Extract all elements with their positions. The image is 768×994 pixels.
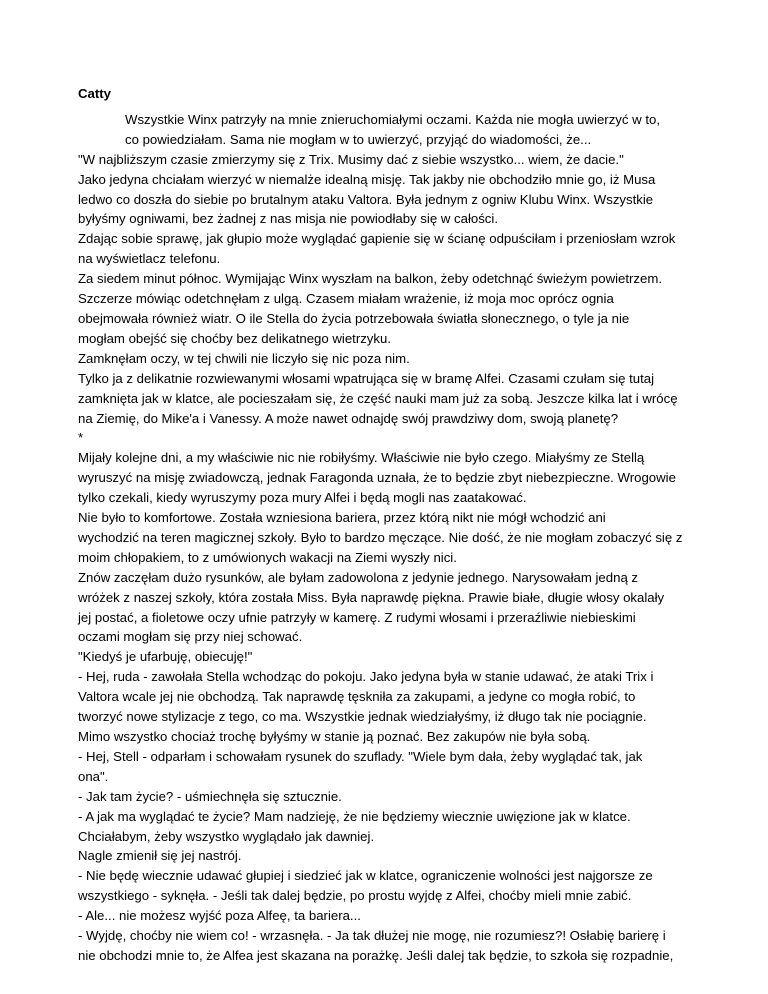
text-line: mogłam obejść się choćby bez delikatnego wietrzyku. — [78, 330, 391, 346]
paragraph — [78, 787, 690, 807]
text-line: Chciałabym, żeby wszystko wyglądało jak dawniej. — [78, 828, 375, 844]
text-line: Tylko ja z delikatnie rozwiewanymi włosami wpatrująca się w bramę Alfei. Czasami czułam się tutaj — [78, 370, 655, 386]
text-line: jej postać, a fioletowe oczy ufnie patrzyły w kamerę. Z rudymi włosami i przeraźliwie niebieskimi — [78, 609, 636, 625]
text-line: Mijały kolejne dni, a my właściwie nic nie robiłyśmy. Właściwie nie było czego. Miałyśmy ze Stellą — [78, 450, 645, 466]
text-line: na Ziemię, do Mike'a i Vanessy. A może nawet odnajdę swój prawdziwy dom, swoją planetę? — [78, 410, 619, 426]
text-line: Szczerze mówiąc odetchnęłam z ulgą. Czasem miałam wrażenie, iż moja moc oprócz ognia — [78, 291, 614, 307]
paragraph — [78, 448, 690, 508]
paragraph — [78, 229, 690, 269]
text-line: Wszystkie Winx patrzyły na mnie znieruchomiałymi oczami. Każda nie mogła uwierzyć w to, — [125, 111, 660, 127]
paragraph — [78, 428, 690, 448]
paragraph — [78, 926, 690, 966]
text-line: - Hej, Stell - odparłam i schowałam rysunek do szuflady. "Wiele bym dała, żeby wyglądać tak, jak — [78, 748, 643, 764]
text-line: * — [78, 430, 84, 446]
text-line: - Jak tam życie? - uśmiechnęła się sztucznie. — [78, 788, 342, 804]
text-line: - Ale... nie możesz wyjść poza Alfeę, ta bariera... — [78, 908, 361, 924]
text-line: tylko czekali, kiedy wyruszymy poza mury Alfei i będą mogli nas zaatakować. — [78, 490, 527, 506]
document-page — [78, 84, 690, 966]
text-line: na wyświetlacz telefonu. — [78, 251, 221, 267]
document-title: Catty — [78, 86, 111, 101]
text-line: wróżek z naszej szkoły, która została Miss. Była naprawdę piękna. Prawie białe, długie włosy okalały — [78, 589, 665, 605]
paragraph — [78, 667, 690, 747]
text-line: - Nie będę wiecznie udawać głupiej i siedzieć jak w klatce, ograniczenie wolności jest najgorsze ze — [78, 868, 653, 884]
text-line: Zamknęłam oczy, w tej chwili nie liczyło się nic poza nim. — [78, 350, 410, 366]
paragraph — [78, 747, 690, 787]
text-line: wszystkiego - syknęła. - Jeśli tak dalej będzie, po prostu wyjdę z Alfei, choćby mieli mnie zabić. — [78, 888, 632, 904]
document-body — [78, 110, 690, 966]
text-line: ledwo co doszła do siebie po brutalnym ataku Valtora. Była jednym z ogniw Klubu Winx. Wszystkie — [78, 191, 654, 207]
text-line: ona". — [78, 768, 109, 784]
text-line: Mimo wszystko chociaż trochę byłyśmy w stanie ją poznać. Bez zakupów nie była sobą. — [78, 729, 591, 744]
text-line: "Kiedyś je ufarbuję, obiecuję!" — [78, 649, 253, 665]
text-line: "W najbliższym czasie zmierzymy się z Trix. Musimy dać z siebie wszystko... wiem, że dacie." — [78, 151, 624, 167]
text-line: Valtora wcale jej nie obchodzą. Tak naprawdę tęskniła za zakupami, a jedyne co mogła robić, to — [78, 689, 636, 705]
paragraph — [78, 647, 690, 667]
text-line: wychodzić na teren magicznej szkoły. Było to bardzo męczące. Nie dość, że nie mogłam zobaczyć się z — [78, 529, 683, 545]
text-line: Za siedem minut północ. Wymijając Winx wyszłam na balkon, żeby odetchnąć świeżym powietrzem. — [78, 271, 663, 287]
text-line: oczami mogłam się przy niej schować. — [78, 629, 303, 645]
text-line: nie obchodzi mnie to, że Alfea jest skazana na porażkę. Jeśli dalej tak będzie, to szkoła się rozpadnie, — [78, 947, 674, 963]
text-line: wyruszyć na misję zwiadowczą, jednak Faragonda uznała, że to będzie zbyt niebezpieczne. Wrogowie — [78, 470, 676, 486]
paragraph — [78, 170, 690, 230]
paragraph — [78, 269, 690, 289]
paragraph — [78, 568, 690, 648]
text-line: moim chłopakiem, to z umówionych wakacji na Ziemi wyszły nici. — [78, 549, 457, 565]
text-line: Nie było to komfortowe. Została wzniesiona bariera, przez którą nikt nie mógł wchodzić ani — [78, 510, 606, 526]
text-line: Jako jedyna chciałam wierzyć w niemalże idealną misję. Tak jakby nie obchodziło mnie go, iż Musa — [78, 171, 656, 187]
text-line: - A jak ma wyglądać te życie? Mam nadzieję, że nie będziemy wiecznie uwięzione jak w klatce. — [78, 808, 631, 824]
text-line: - Hej, ruda - zawołała Stella wchodząc do pokoju. Jako jedyna była w stanie udawać, że ataki Trix i — [78, 669, 654, 685]
paragraph — [78, 150, 690, 170]
paragraph — [78, 110, 690, 150]
text-line: Zdając sobie sprawę, jak głupio może wyglądać gapienie się w ścianę odpuściłam i przeniosłam wzrok — [78, 231, 676, 247]
text-line: obejmowała również wiatr. O ile Stella do życia potrzebowała światła słonecznego, o tyle ja nie — [78, 310, 630, 326]
paragraph — [78, 508, 690, 568]
paragraph — [78, 289, 690, 349]
paragraph — [78, 349, 690, 369]
text-line: - Wyjdę, choćby nie wiem co! - wrzasnęła. - Ja tak dłużej nie mogę, nie rozumiesz?! Osłabię barierę i — [78, 928, 666, 944]
paragraph — [78, 906, 690, 926]
text-line: co powiedziałam. Sama nie mogłam w to uwierzyć, przyjąć do wiadomości, że... — [125, 131, 592, 147]
text-line: tworzyć nowe stylizacje z tego, co ma. Wszystkie jednak wiedziałyśmy, iż długo tak nie pociągnie. — [78, 709, 647, 725]
paragraph — [78, 807, 690, 847]
text-line: byłyśmy ogniwami, bez żadnej z nas misja nie powiodłaby się w całości. — [78, 211, 498, 227]
text-line: Nagle zmienił się jej nastrój. — [78, 848, 242, 864]
paragraph — [78, 866, 690, 906]
paragraph — [78, 369, 690, 429]
paragraph — [78, 846, 690, 866]
text-line: Znów zaczęłam dużo rysunków, ale byłam zadowolona z jedynie jednego. Narysowałam jedną z — [78, 569, 639, 585]
text-line: zamknięta jak w klatce, ale pocieszałam się, że część nauki mam już za sobą. Jeszcze kilka lat i wrócę — [78, 390, 678, 406]
